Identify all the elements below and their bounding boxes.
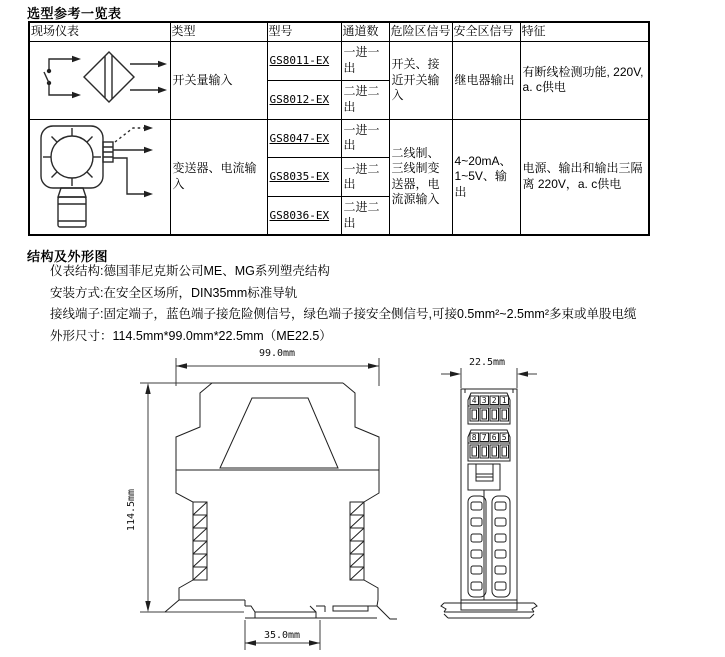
- safe-signal-cell: 继电器输出: [452, 42, 520, 120]
- terminal-block-bottom: [468, 430, 510, 461]
- column-header-type: 类型: [170, 22, 267, 42]
- height-dimension-line: [140, 383, 244, 612]
- switch-input-icon: [31, 42, 169, 114]
- model-cell: [267, 80, 341, 119]
- model-link[interactable]: GS8047-EX: [269, 131, 330, 145]
- rail-width-label: 35.0mm: [263, 630, 301, 641]
- selection-table: [28, 21, 650, 236]
- field-instrument-cell: [29, 119, 170, 235]
- terminal-number: 2: [491, 396, 497, 405]
- mounting-latch: [468, 464, 500, 600]
- table-row: [29, 119, 649, 158]
- note-instrument-structure: 仪表结构:德国菲尼克斯公司ME、MG系列塑壳结构: [50, 264, 330, 278]
- terminal-number: 7: [481, 433, 487, 442]
- model-link[interactable]: GS8011-EX: [269, 54, 330, 68]
- front-width-dimension: [441, 368, 537, 388]
- table-header-row: [29, 22, 649, 42]
- model-cell: [267, 119, 341, 158]
- hazard-signal-cell: 开关、接近开关输入: [389, 42, 452, 120]
- channels-cell: 二进二出: [341, 196, 389, 235]
- terminal-number: 1: [501, 396, 507, 405]
- terminal-number: 5: [501, 433, 507, 442]
- transmitter-icon: [31, 120, 169, 230]
- column-header-instrument: 现场仪表: [29, 22, 170, 42]
- terminal-stack-left: [193, 502, 207, 580]
- note-mounting: 安装方式:在安全区场所，DIN35mm标准导轨: [50, 285, 298, 300]
- model-link[interactable]: GS8036-EX: [269, 208, 330, 222]
- features-cell: 电源、输出和输出三隔离 220V，a. c供电: [520, 119, 649, 235]
- channels-cell: 一进一出: [341, 119, 389, 158]
- front-face-recess: [220, 398, 338, 468]
- column-header-hazard-signal: 危险区信号: [389, 22, 452, 42]
- model-cell: [267, 158, 341, 197]
- front-view-drawing: [440, 350, 542, 650]
- terminal-number: 6: [491, 433, 497, 442]
- type-cell: 变送器、电流输入: [170, 119, 267, 235]
- note-dimensions: 外形尺寸：114.5mm*99.0mm*22.5mm（ME22.5）: [50, 328, 332, 343]
- features-cell: 有断线检测功能, 220V, a. c供电: [520, 42, 649, 120]
- hazard-signal-cell: 二线制、三线制变送器，电流源输入: [389, 119, 452, 235]
- isolator-diamond-icon: [84, 52, 134, 102]
- side-view-drawing: [120, 342, 440, 657]
- channels-cell: 一进二出: [341, 158, 389, 197]
- side-view-width-label: 99.0mm: [258, 348, 296, 359]
- terminal-stack-right: [350, 502, 364, 580]
- safe-signal-cell: 4~20mA、1~5V、输出: [452, 119, 520, 235]
- side-view-height-label: 114.5mm: [126, 488, 137, 532]
- structure-notes: [50, 261, 636, 347]
- model-link[interactable]: GS8012-EX: [269, 92, 330, 106]
- table-row: [29, 42, 649, 81]
- model-cell: [267, 42, 341, 81]
- model-link[interactable]: GS8035-EX: [269, 170, 330, 184]
- column-header-model: 型号: [267, 22, 341, 42]
- front-view-width-label: 22.5mm: [468, 357, 506, 368]
- note-terminals: 接线端子:固定端子，蓝色端子接危险侧信号，绿色端子接安全侧信号,可接0.5mm²~2.5mm²多束或单股电缆: [50, 307, 637, 321]
- terminal-number: 8: [471, 433, 477, 442]
- module-side-outline: [165, 383, 379, 612]
- module-front-outline: [461, 389, 517, 610]
- selection-table-title: 选型参考一览表: [27, 6, 122, 21]
- width-dimension-line: [176, 358, 379, 386]
- terminal-block-top: [468, 393, 510, 424]
- column-header-safe-signal: 安全区信号: [452, 22, 520, 42]
- structure-section-title: 结构及外形图: [27, 249, 109, 264]
- column-header-channels: 通道数: [341, 22, 389, 42]
- column-header-features: 特征: [520, 22, 649, 42]
- terminal-number: 3: [481, 396, 487, 405]
- channels-cell: 二进二出: [341, 80, 389, 119]
- channels-cell: 一进一出: [341, 42, 389, 81]
- din-rail-foot: [245, 600, 397, 619]
- terminal-number: 4: [471, 396, 477, 405]
- ventilation-grille: [468, 496, 510, 597]
- field-instrument-cell: [29, 42, 170, 120]
- model-cell: [267, 196, 341, 235]
- type-cell: 开关量输入: [170, 42, 267, 120]
